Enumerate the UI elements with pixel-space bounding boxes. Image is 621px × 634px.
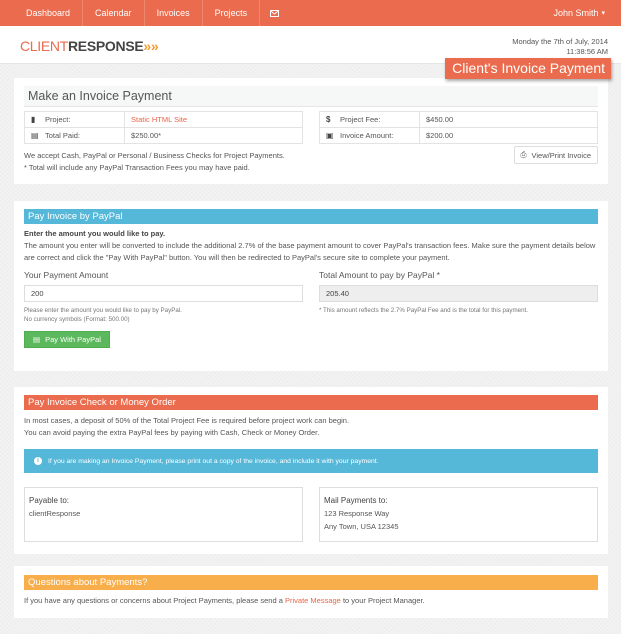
current-date: Monday the 7th of July, 2014 [512, 37, 608, 46]
questions-heading: Questions about Payments? [24, 575, 598, 590]
total-paid-value: $250.00* [125, 128, 303, 144]
chevron-down-icon: ▾ [601, 10, 605, 17]
questions-text [24, 595, 598, 607]
private-message-link[interactable]: Private Message [285, 596, 341, 605]
page-title-banner: Client's Invoice Payment [445, 58, 611, 79]
info-alert-text: If you are making an Invoice Payment, please print out a copy of the invoice, and include it with your payment. [48, 457, 379, 465]
payable-to-value: clientResponse [29, 509, 81, 518]
table-row [25, 112, 303, 128]
dollar-icon: $ [326, 115, 331, 124]
project-fee-label: Project Fee: [340, 115, 381, 124]
envelope-icon [270, 10, 279, 17]
payment-methods-note: We accept Cash, PayPal or Personal / Business Checks for Project Payments. [24, 151, 285, 160]
total-amount-input [319, 285, 598, 302]
credit-card-icon: ▤ [31, 131, 39, 140]
nav-messages[interactable] [260, 0, 289, 26]
questions-text-before: If you have any questions or concerns about Project Payments, please send a [24, 596, 285, 605]
page-title: Make an Invoice Payment [24, 86, 598, 107]
invoice-summary-panel [14, 78, 608, 184]
paypal-panel [14, 201, 608, 371]
invoice-amount-label: Invoice Amount: [340, 131, 394, 140]
total-paid-label: Total Paid: [45, 131, 81, 140]
top-navbar [0, 0, 621, 26]
mail-payments-label: Mail Payments to: [324, 496, 388, 505]
invoice-info-right [319, 111, 598, 144]
paypal-intro-heading: Enter the amount you would like to pay. [24, 229, 166, 238]
table-row [25, 128, 303, 144]
total-amount-help: * This amount reflects the 2.7% PayPal Fee and is the total for this payment. [319, 307, 528, 314]
paypal-intro-text: The amount you enter will be converted to include the additional 2.7% of the base payment amount to cover PayPal's transaction fees. Make sure the payment details below are correct and click the "Pay With PayPal" button. You will then be redirected to PayPal's secure site to complete your payment. [24, 241, 596, 262]
current-datetime [512, 37, 608, 57]
pay-with-paypal-label: Pay With PayPal [45, 335, 101, 344]
nav-dashboard[interactable] [14, 0, 83, 26]
nav-calendar[interactable] [83, 0, 145, 26]
money-icon: ▣ [326, 131, 334, 140]
avoid-fees-note: You can avoid paying the extra PayPal fees by paying with Cash, Check or Money Order. [24, 428, 320, 437]
view-print-label: View/Print Invoice [531, 150, 591, 160]
questions-text-after: to your Project Manager. [340, 596, 425, 605]
project-label: Project: [45, 115, 71, 124]
payment-amount-label: Your Payment Amount [24, 270, 109, 280]
check-money-order-panel [14, 387, 608, 554]
view-print-invoice-button[interactable] [514, 146, 598, 164]
project-fee-value: $450.00 [420, 112, 598, 128]
nav-invoices[interactable] [145, 0, 203, 26]
payment-format-help: No currency symbols (Format: 500.00) [24, 316, 130, 323]
table-row [320, 112, 598, 128]
total-amount-label: Total Amount to pay by PayPal * [319, 270, 440, 280]
credit-card-icon: ▤ [33, 335, 41, 344]
payment-amount-input[interactable] [24, 285, 303, 302]
info-alert [24, 449, 598, 473]
deposit-note: In most cases, a deposit of 50% of the Total Project Fee is required before project work can begin. [24, 416, 350, 425]
logo-response: RESPONSE [68, 38, 144, 54]
invoice-info-left [24, 111, 303, 144]
user-menu[interactable] [553, 0, 621, 26]
project-link[interactable]: Static HTML Site [131, 115, 187, 124]
paypal-fees-note: * Total will include any PayPal Transaction Fees you may have paid. [24, 163, 250, 172]
pay-with-paypal-button[interactable] [24, 331, 110, 348]
invoice-amount-value: $200.00 [420, 128, 598, 144]
mail-address-line1: 123 Response Way [324, 509, 390, 518]
user-name: John Smith [553, 8, 599, 18]
logo-arrows-icon: »» [143, 38, 159, 54]
print-icon: ⎙ [520, 150, 527, 159]
nav-calendar-label: Calendar [95, 8, 132, 18]
questions-panel [14, 566, 608, 618]
table-row [320, 128, 598, 144]
payment-amount-help: Please enter the amount you would like to pay by PayPal. [24, 307, 182, 314]
folder-icon: ▮ [31, 115, 36, 124]
mail-payments-box [319, 487, 598, 542]
info-icon: i [34, 457, 42, 465]
payable-to-box [24, 487, 303, 542]
logo-client: CLIENT [20, 38, 68, 54]
nav-invoices-label: Invoices [156, 8, 190, 18]
paypal-heading: Pay Invoice by PayPal [24, 209, 598, 224]
mail-address-line2: Any Town, USA 12345 [324, 522, 399, 531]
current-time: 11:38:56 AM [566, 47, 608, 56]
logo[interactable] [20, 38, 158, 54]
payable-to-label: Payable to: [29, 496, 70, 505]
check-heading: Pay Invoice Check or Money Order [24, 395, 598, 410]
nav-dashboard-label: Dashboard [26, 8, 71, 18]
nav-projects[interactable] [203, 0, 261, 26]
nav-projects-label: Projects [214, 8, 248, 18]
